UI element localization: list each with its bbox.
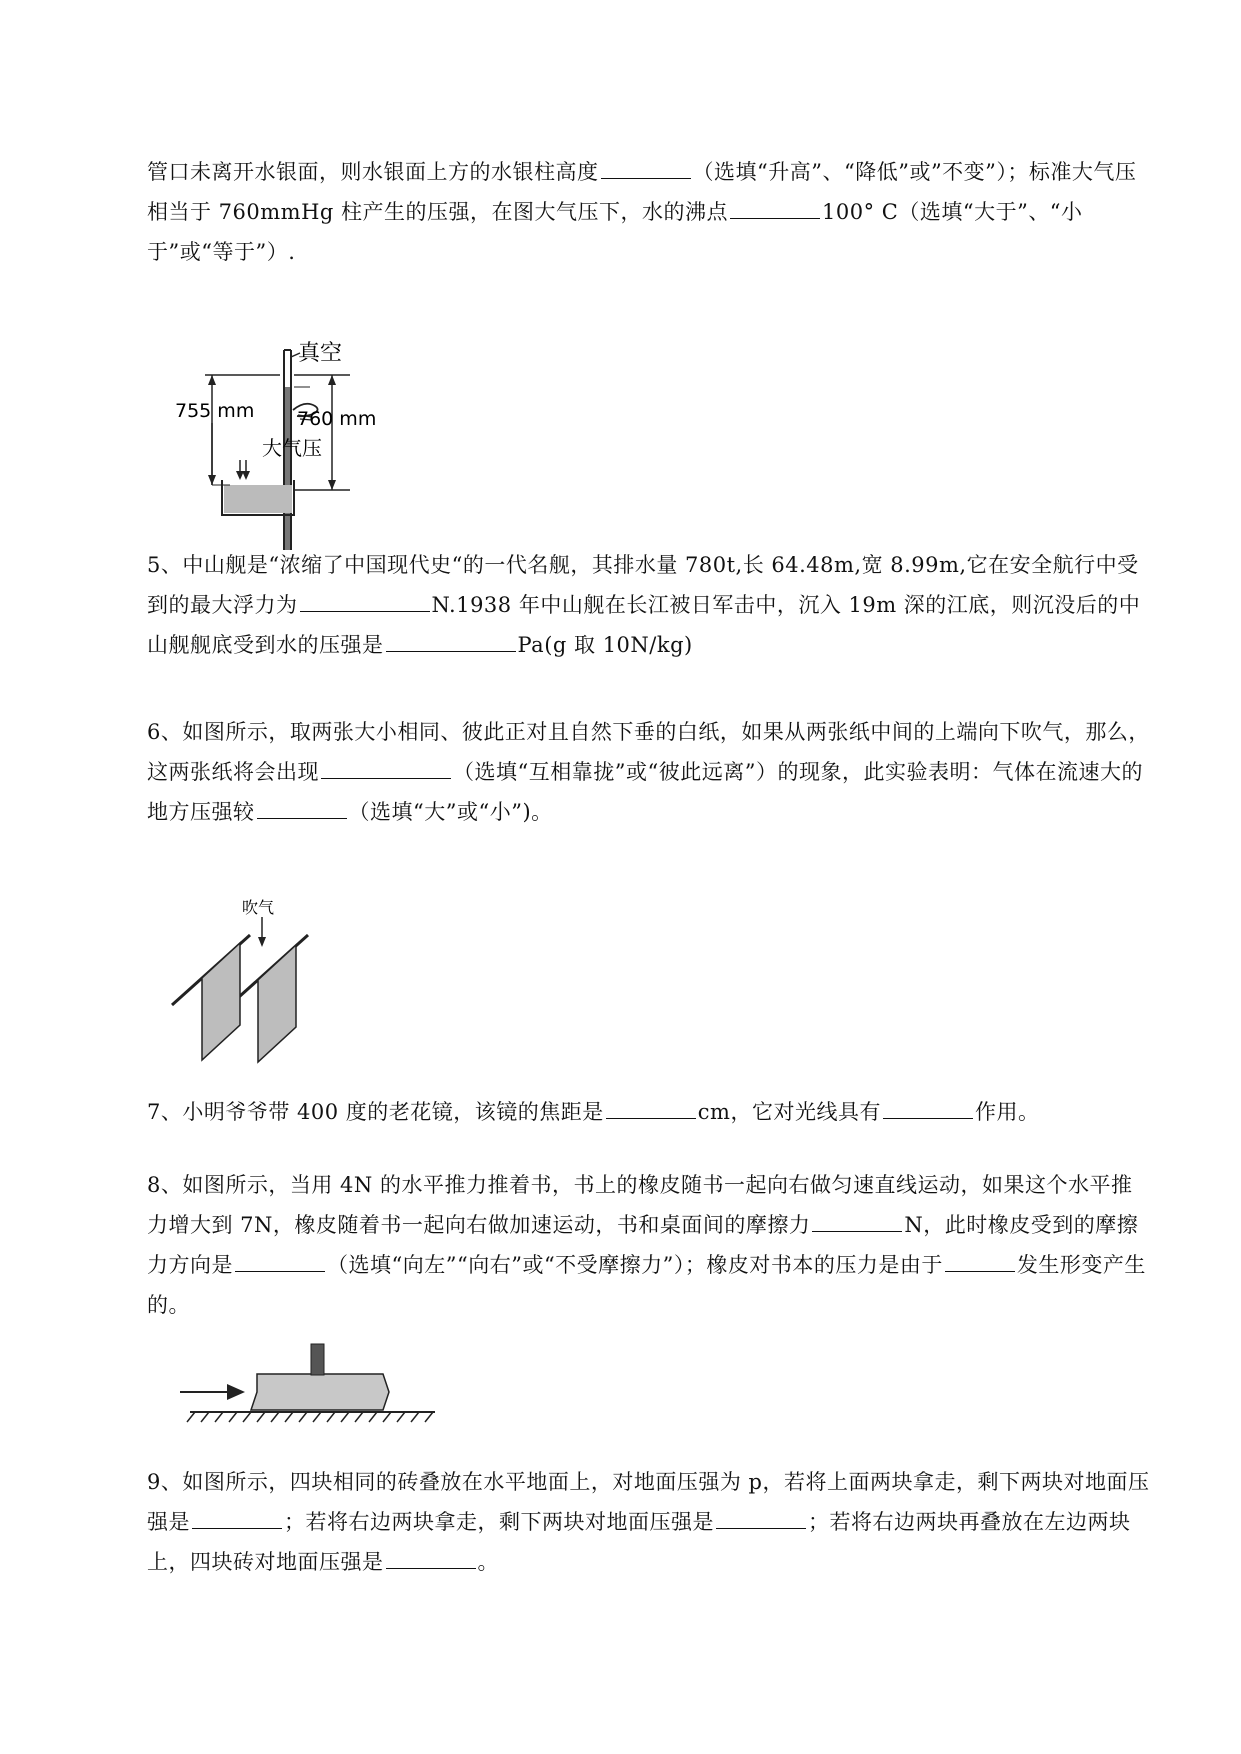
answer-blank[interactable] (716, 1504, 806, 1529)
book-push-figure (175, 1340, 445, 1430)
paper-sheet-right (258, 945, 296, 1062)
text-segment: 发生形变产生的。 (147, 1253, 1146, 1317)
text-segment: （选填“互相靠拢”或“彼此远离”）的现象，此实验表明：气体在流速大的地方压强较 (147, 760, 1143, 824)
text-segment: ；若将右边两块再叠放在左边两块上，四块砖对地面压强是 (147, 1510, 1131, 1574)
text-segment: ；若将右边两块拿走，剩下两块对地面压强是 (284, 1510, 714, 1534)
blow-label: 吹气 (242, 898, 275, 917)
answer-blank[interactable] (257, 794, 347, 819)
text-segment: Pa(g 取 10N/kg) (517, 633, 693, 657)
answer-blank[interactable] (235, 1247, 325, 1272)
vacuum-label: 真空 (298, 341, 343, 366)
book-shape (251, 1374, 389, 1410)
question-8 (147, 1165, 1152, 1325)
question-5 (147, 545, 1152, 665)
question-6 (147, 712, 1152, 832)
answer-blank[interactable] (192, 1504, 282, 1529)
atmosphere-label: 大气压 (262, 436, 322, 460)
answer-blank[interactable] (386, 627, 516, 652)
text-segment: cm，它对光线具有 (697, 1100, 881, 1124)
question-7 (147, 1092, 1152, 1132)
answer-blank[interactable] (606, 1094, 696, 1119)
answer-blank[interactable] (945, 1247, 1015, 1272)
right-height-label: 760 mm (297, 408, 377, 430)
text-segment: N.1938 年中山舰在长江被日军击中，沉入 19m 深的江底，则沉没后的中山舰舰底受到水的压强是 (147, 593, 1141, 657)
answer-blank[interactable] (386, 1544, 476, 1569)
text-segment: （选填“升高”、“降低”或”不变”）；标准大气压相当于 760mmHg 柱产生的压强，在图大气压下，水的沸点 (147, 160, 1137, 224)
text-segment: 管口未离开水银面，则水银面上方的水银柱高度 (147, 160, 599, 184)
paper-sheet-left (202, 943, 240, 1060)
paper-blowing-figure (170, 895, 350, 1065)
answer-blank[interactable] (812, 1207, 902, 1232)
answer-blank[interactable] (300, 587, 430, 612)
text-segment: 7、小明爷爷带 400 度的老花镜，该镜的焦距是 (147, 1100, 604, 1124)
left-height-label: 755 mm (175, 400, 255, 422)
answer-blank[interactable] (883, 1094, 973, 1119)
answer-blank[interactable] (601, 154, 691, 179)
answer-blank[interactable] (321, 754, 451, 779)
text-segment: N，此时橡皮受到的摩擦力方向是 (147, 1213, 1139, 1277)
barometer-figure (175, 335, 450, 575)
text-segment: 6、如图所示，取两张大小相同、彼此正对且自然下垂的白纸，如果从两张纸中间的上端向下吹气，那么，这两张纸将会出现 (147, 720, 1150, 784)
answer-blank[interactable] (730, 194, 820, 219)
paragraph-continuation (147, 152, 1152, 272)
text-segment: 作用。 (974, 1100, 1040, 1124)
ground-hatching (187, 1412, 433, 1422)
text-segment: 9、如图所示，四块相同的砖叠放在水平地面上，对地面压强为 p，若将上面两块拿走，剩下两块对地面压强是 (147, 1470, 1150, 1534)
text-segment: （选填“大”或“小”)。 (348, 800, 553, 824)
text-segment: 5、中山舰是“浓缩了中国现代史“的一代名舰，其排水量 780t,长 64.48m,宽 8.99m,它在安全航行中受到的最大浮力为 (147, 553, 1139, 617)
text-segment: 100° C（选填“大于”、“小于”或“等于”）. (147, 200, 1083, 264)
text-segment: 。 (477, 1550, 499, 1574)
eraser-shape (311, 1344, 324, 1375)
text-segment: （选填“向左”“向右”或“不受摩擦力”）；橡皮对书本的压力是由于 (327, 1253, 943, 1277)
text-segment: 8、如图所示，当用 4N 的水平推力推着书，书上的橡皮随书一起向右做匀速直线运动，如果这个水平推力增大到 7N，橡皮随着书一起向右做加速运动，书和桌面间的摩擦力 (147, 1173, 1133, 1237)
question-9 (147, 1462, 1152, 1582)
